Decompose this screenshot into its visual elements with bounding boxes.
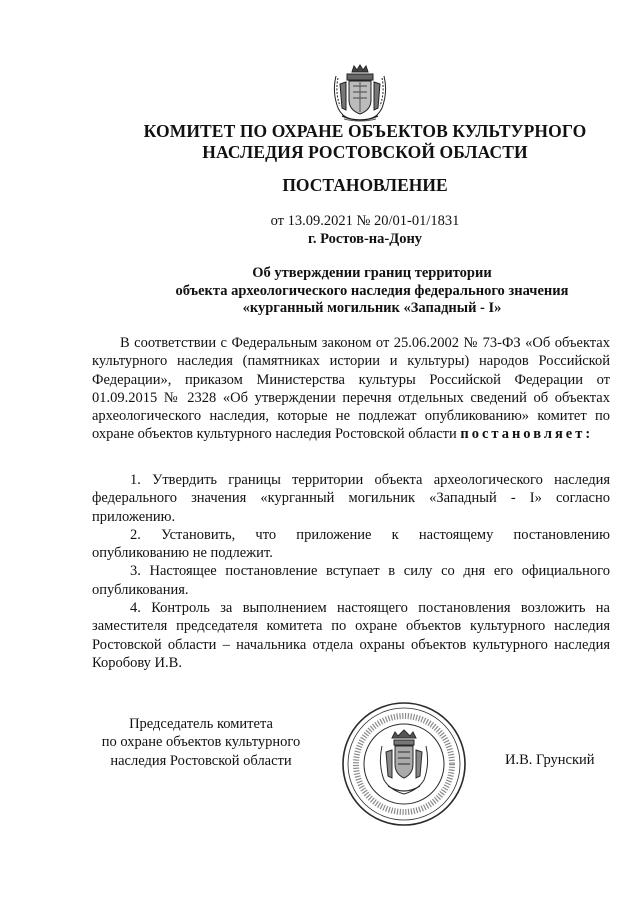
signer-title-line-3: наследия Ростовской области bbox=[110, 752, 292, 769]
signer-name: И.В. Грунский bbox=[505, 752, 595, 768]
resolution-item-4: 4. Контроль за выполнением настоящего постановления возложить на заместителя председателя комитета по охране объектов культурного наследия Ростовской области – начальника отдела охраны объектов культурного наследия Коробову И.В. bbox=[92, 600, 610, 671]
preamble-paragraph bbox=[92, 334, 610, 444]
signer-title bbox=[86, 715, 316, 770]
resolution-item-2: 2. Установить, что приложение к настоящему постановлению опубликованию не подлежит. bbox=[92, 526, 610, 562]
subject-line-2: объекта археологического наследия федерального значения bbox=[175, 283, 569, 299]
document-date-number: от 13.09.2021 № 20/01-01/1831 bbox=[270, 213, 460, 229]
subject-line-3: «курганный могильник «Западный - I» bbox=[242, 300, 502, 316]
signer-title-line-2: по охране объектов культурного bbox=[101, 734, 301, 751]
preamble-text: В соответствии с Федеральным законом от 25.06.2002 № 73-ФЗ «Об объектах культурного наследия (памятниках истории и культуры) народов Российской Федерации», приказом Министерства культуры Российской Федерации от 01.09.2015 № 2328 «Об утверждении перечня отдельных сведений об объектах археологического наследия, которые не подлежат опубликованию» комитет по охране объектов культурного наследия Ростовской области bbox=[92, 335, 610, 443]
document-type: ПОСТАНОВЛЕНИЕ bbox=[282, 175, 448, 195]
resolution-item-1: 1. Утвердить границы территории объекта археологического наследия федерального значения «курганный могильник «Западный - I» согласно приложению. bbox=[92, 472, 610, 525]
org-name-line-1: КОМИТЕТ ПО ОХРАНЕ ОБЪЕКТОВ КУЛЬТУРНОГО bbox=[143, 121, 587, 141]
resolution-item-3: 3. Настоящее постановление вступает в силу со дня его официального опубликования. bbox=[92, 563, 610, 598]
subject-line-1: Об утверждении границ территории bbox=[252, 265, 492, 281]
resolution-items bbox=[92, 471, 610, 672]
coat-of-arms-icon bbox=[330, 62, 390, 124]
org-name-line-2: НАСЛЕДИЯ РОСТОВСКОЙ ОБЛАСТИ bbox=[202, 142, 528, 162]
document-city: г. Ростов-на-Дону bbox=[307, 231, 423, 247]
official-seal-icon bbox=[340, 700, 468, 828]
signer-title-line-1: Председатель комитета bbox=[129, 716, 273, 732]
resolves-word: постановляет: bbox=[460, 426, 594, 443]
